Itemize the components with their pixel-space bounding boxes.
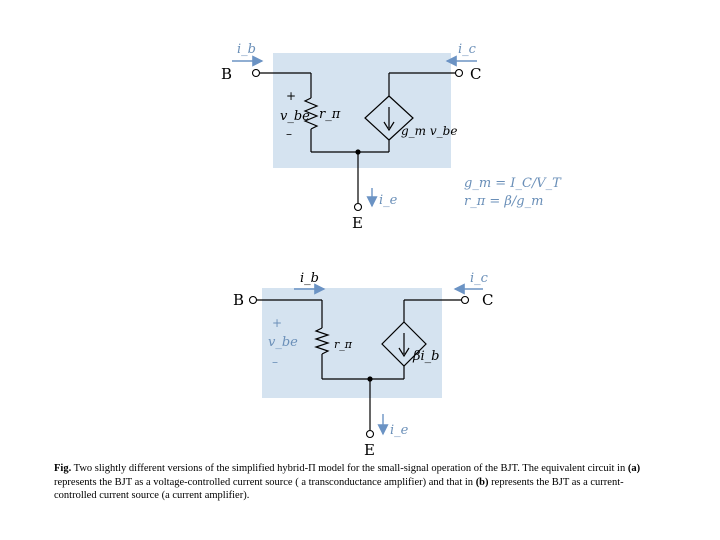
terminal-b-label-b: B [233, 291, 245, 309]
vbe-label: v_be [280, 109, 310, 124]
caption-text-1: Two slightly different versions of the simplified hybrid-Π model for the small-signal operation of the BJT. The equivalent circuit in [71, 463, 628, 474]
plus-sign: + [286, 89, 297, 103]
current-ie-label-b: i_e [390, 423, 409, 438]
caption-b-tag: (b) [475, 476, 489, 488]
current-ib-label: i_b [237, 42, 256, 57]
caption-text-3: represents the BJT as a current-controlled current source (a current amplifier). [54, 476, 624, 501]
vbe-label-b: v_be [268, 335, 298, 350]
caption-fig-tag: Fig. [54, 463, 72, 474]
current-ie-label: i_e [379, 193, 398, 208]
circuit-b [233, 271, 493, 459]
node-dot-b [367, 376, 372, 381]
r-pi-label-b: r_π [334, 338, 352, 351]
equation-r-pi: r_π = β/g_m [464, 194, 544, 209]
terminal-e-circle [355, 204, 362, 211]
gm-vbe-label: g_m v_be [401, 124, 458, 138]
terminal-e-label: E [352, 214, 363, 232]
node-dot [355, 149, 360, 154]
terminal-c-circle [456, 70, 463, 77]
caption-text-2: represents the BJT as a voltage-controlled current source ( a transconductance amplifier) and that in [54, 476, 476, 488]
figure-caption [54, 462, 664, 503]
terminal-b-circle-b [250, 297, 257, 304]
terminal-c-circle-b [462, 297, 469, 304]
current-ic-label-b: i_c [470, 271, 488, 286]
terminal-e-circle-b [367, 431, 374, 438]
terminal-b-circle [253, 70, 260, 77]
equation-gm: g_m = I_C/V_T [464, 176, 561, 191]
terminal-c-label-b: C [482, 291, 494, 309]
caption-a-tag: (a) [627, 463, 641, 474]
r-pi-label: r_π [319, 107, 341, 122]
terminal-b-label: B [221, 65, 233, 83]
beta-ib-label: βi_b [413, 349, 440, 364]
terminal-e-label-b: E [364, 441, 375, 459]
terminal-c-label: C [470, 65, 482, 83]
plus-sign-b: + [272, 316, 283, 330]
minus-sign: – [286, 127, 292, 141]
current-ib-label-b: i_b [300, 271, 319, 286]
circuit-a [221, 42, 562, 232]
current-ic-label: i_c [458, 42, 476, 57]
minus-sign-b: – [272, 355, 278, 369]
